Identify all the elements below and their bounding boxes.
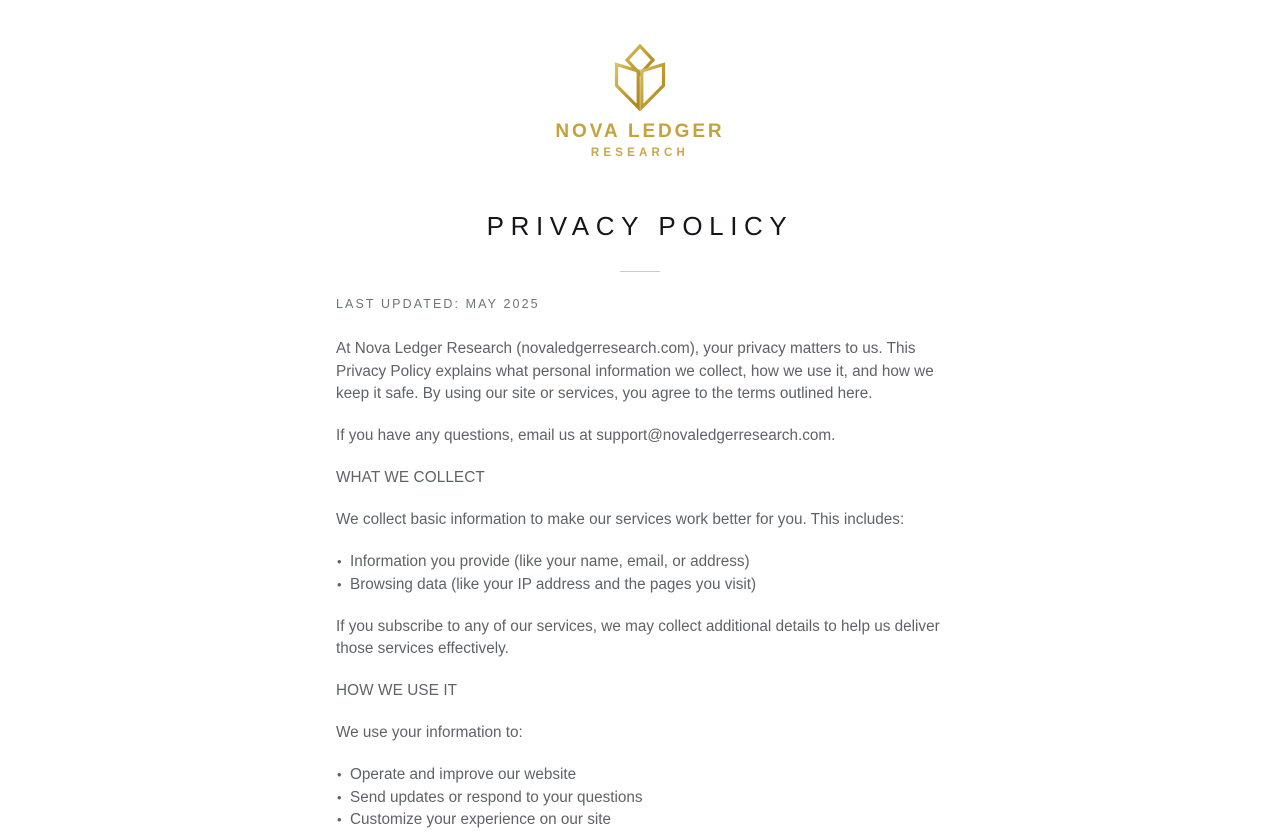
bullet-dot-icon: • bbox=[337, 767, 342, 783]
nova-ledger-wheat-shield-icon bbox=[612, 44, 668, 112]
intro-paragraph-2: If you have any questions, email us at support@novaledgerresearch.com. bbox=[336, 427, 836, 445]
section-lead-what-we-collect: We collect basic information to make our services work better for you. This includes: bbox=[336, 511, 905, 529]
list-item-label: Send updates or respond to your questions bbox=[350, 788, 643, 806]
brand-tagline: RESEARCH bbox=[590, 147, 690, 159]
section-lead-how-we-use-it: We use your information to: bbox=[336, 724, 523, 742]
policy-body bbox=[336, 272, 944, 832]
section-heading-what-we-collect: WHAT WE COLLECT bbox=[336, 469, 485, 487]
list-item-label: Browsing data (like your IP address and the pages you visit) bbox=[350, 575, 757, 593]
bullet-dot-icon: • bbox=[337, 812, 342, 828]
brand-header bbox=[0, 0, 1280, 160]
bullet-dot-icon: • bbox=[337, 554, 342, 570]
list-item bbox=[336, 574, 944, 597]
section-closing-what-we-collect: If you subscribe to any of our services, we may collect additional details to help us deliver those services effectively. bbox=[336, 617, 940, 658]
list-item bbox=[336, 809, 944, 832]
list-item-label: Customize your experience on our site bbox=[350, 811, 612, 829]
list-item-label: Operate and improve our website bbox=[350, 766, 577, 784]
page-title: PRIVACY POLICY bbox=[486, 210, 794, 241]
list-item bbox=[336, 787, 944, 810]
bullet-list-what-we-collect bbox=[336, 551, 944, 596]
list-item bbox=[336, 764, 944, 787]
bullet-dot-icon: • bbox=[337, 789, 342, 805]
bullet-list-how-we-use-it bbox=[336, 764, 944, 832]
list-item-label: Information you provide (like your name, email, or address) bbox=[350, 553, 750, 571]
bullet-dot-icon: • bbox=[337, 576, 342, 592]
last-updated-label: LAST UPDATED: MAY 2025 bbox=[336, 297, 540, 312]
intro-paragraph-1: At Nova Ledger Research (novaledgerresearch.com), your privacy matters to us. This Privacy Policy explains what personal information we collect, how we use it, and how we keep it safe. By using our site or services, you agree to the terms outlined here. bbox=[336, 340, 934, 403]
list-item bbox=[336, 551, 944, 574]
section-heading-how-we-use-it: HOW WE USE IT bbox=[336, 682, 458, 700]
brand-name: NOVA LEDGER bbox=[555, 121, 725, 142]
